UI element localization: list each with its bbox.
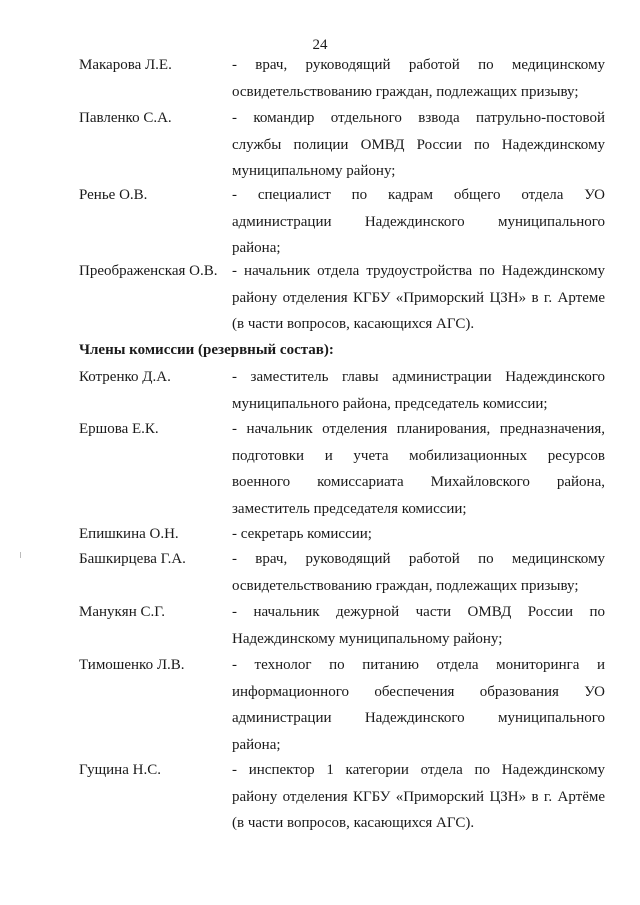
role-line: - секретарь комиссии; xyxy=(232,526,372,542)
member-role xyxy=(232,258,605,338)
member-name: Гущина Н.С. xyxy=(79,762,161,778)
role-line: службы полиции ОМВД России по Надеждинскому xyxy=(232,136,605,153)
member-role xyxy=(232,364,605,417)
role-line: - технолог по питанию отдела мониторинга и xyxy=(232,657,605,673)
member-name: Преображенская О.В. xyxy=(79,263,218,279)
role-line: (в части вопросов, касающихся АГС). xyxy=(232,815,475,831)
role-line: - начальник отдела трудоустройства по Надеждинскому xyxy=(232,263,605,279)
role-line: освидетельствованию граждан, подлежащих призыву; xyxy=(232,83,579,100)
member-name: Павленко С.А. xyxy=(79,110,172,126)
role-line: Надеждинскому муниципальному району; xyxy=(232,630,503,647)
reserve-heading: Члены комиссии (резервный состав): xyxy=(79,342,334,358)
role-line: - начальник дежурной части ОМВД России по xyxy=(232,604,605,620)
role-line: муниципальному району; xyxy=(232,163,396,179)
member-name: Башкирцева Г.А. xyxy=(79,551,186,567)
page-number: 24 xyxy=(312,37,328,53)
role-line: - специалист по кадрам общего отдела УО xyxy=(232,187,605,203)
role-line: заместитель председателя комиссии; xyxy=(232,500,467,517)
member-name: Ренье О.В. xyxy=(79,187,148,203)
role-line: муниципального района, председатель комиссии; xyxy=(232,395,548,412)
role-line: подготовки и учета мобилизационных ресурсов xyxy=(232,447,605,464)
member-role xyxy=(232,546,605,599)
member-role xyxy=(232,652,605,758)
role-line: администрации Надеждинского муниципального xyxy=(232,213,605,230)
member-name: Манукян С.Г. xyxy=(79,604,165,620)
member-name: Макарова Л.Е. xyxy=(79,57,172,73)
role-line: (в части вопросов, касающихся АГС). xyxy=(232,316,475,332)
member-name: Епишкина О.Н. xyxy=(79,526,179,542)
role-line: - инспектор 1 категории отдела по Надеждинскому xyxy=(232,762,605,778)
member-role xyxy=(232,757,605,837)
role-line: района; xyxy=(232,736,281,753)
role-line: района; xyxy=(232,240,281,256)
member-role xyxy=(232,105,605,185)
member-name: Тимошенко Л.В. xyxy=(79,657,185,673)
member-name: Ершова Е.К. xyxy=(79,421,159,437)
role-line: освидетельствованию граждан, подлежащих призыву; xyxy=(232,577,579,594)
role-line: военного комиссариата Михайловского района, xyxy=(232,474,605,490)
role-line: - заместитель главы администрации Надеждинского xyxy=(232,369,605,385)
member-role xyxy=(232,182,605,262)
member-role xyxy=(232,521,605,548)
role-line: - врач, руководящий работой по медицинскому xyxy=(232,57,605,73)
member-role xyxy=(232,599,605,652)
role-line: - командир отдельного взвода патрульно-постовой xyxy=(232,110,605,126)
scan-speck xyxy=(20,552,21,558)
role-line: администрации Надеждинского муниципального xyxy=(232,710,605,726)
role-line: - начальник отделения планирования, предназначения, xyxy=(232,421,605,437)
member-role xyxy=(232,416,605,522)
role-line: району отделения КГБУ «Приморский ЦЗН» в г. Артёме xyxy=(232,788,605,805)
role-line: - врач, руководящий работой по медицинскому xyxy=(232,551,605,567)
member-role xyxy=(232,52,605,105)
role-line: информационного обеспечения образования УО xyxy=(232,683,605,700)
role-line: району отделения КГБУ «Приморский ЦЗН» в г. Артеме xyxy=(232,289,605,306)
member-name: Котренко Д.А. xyxy=(79,369,171,385)
